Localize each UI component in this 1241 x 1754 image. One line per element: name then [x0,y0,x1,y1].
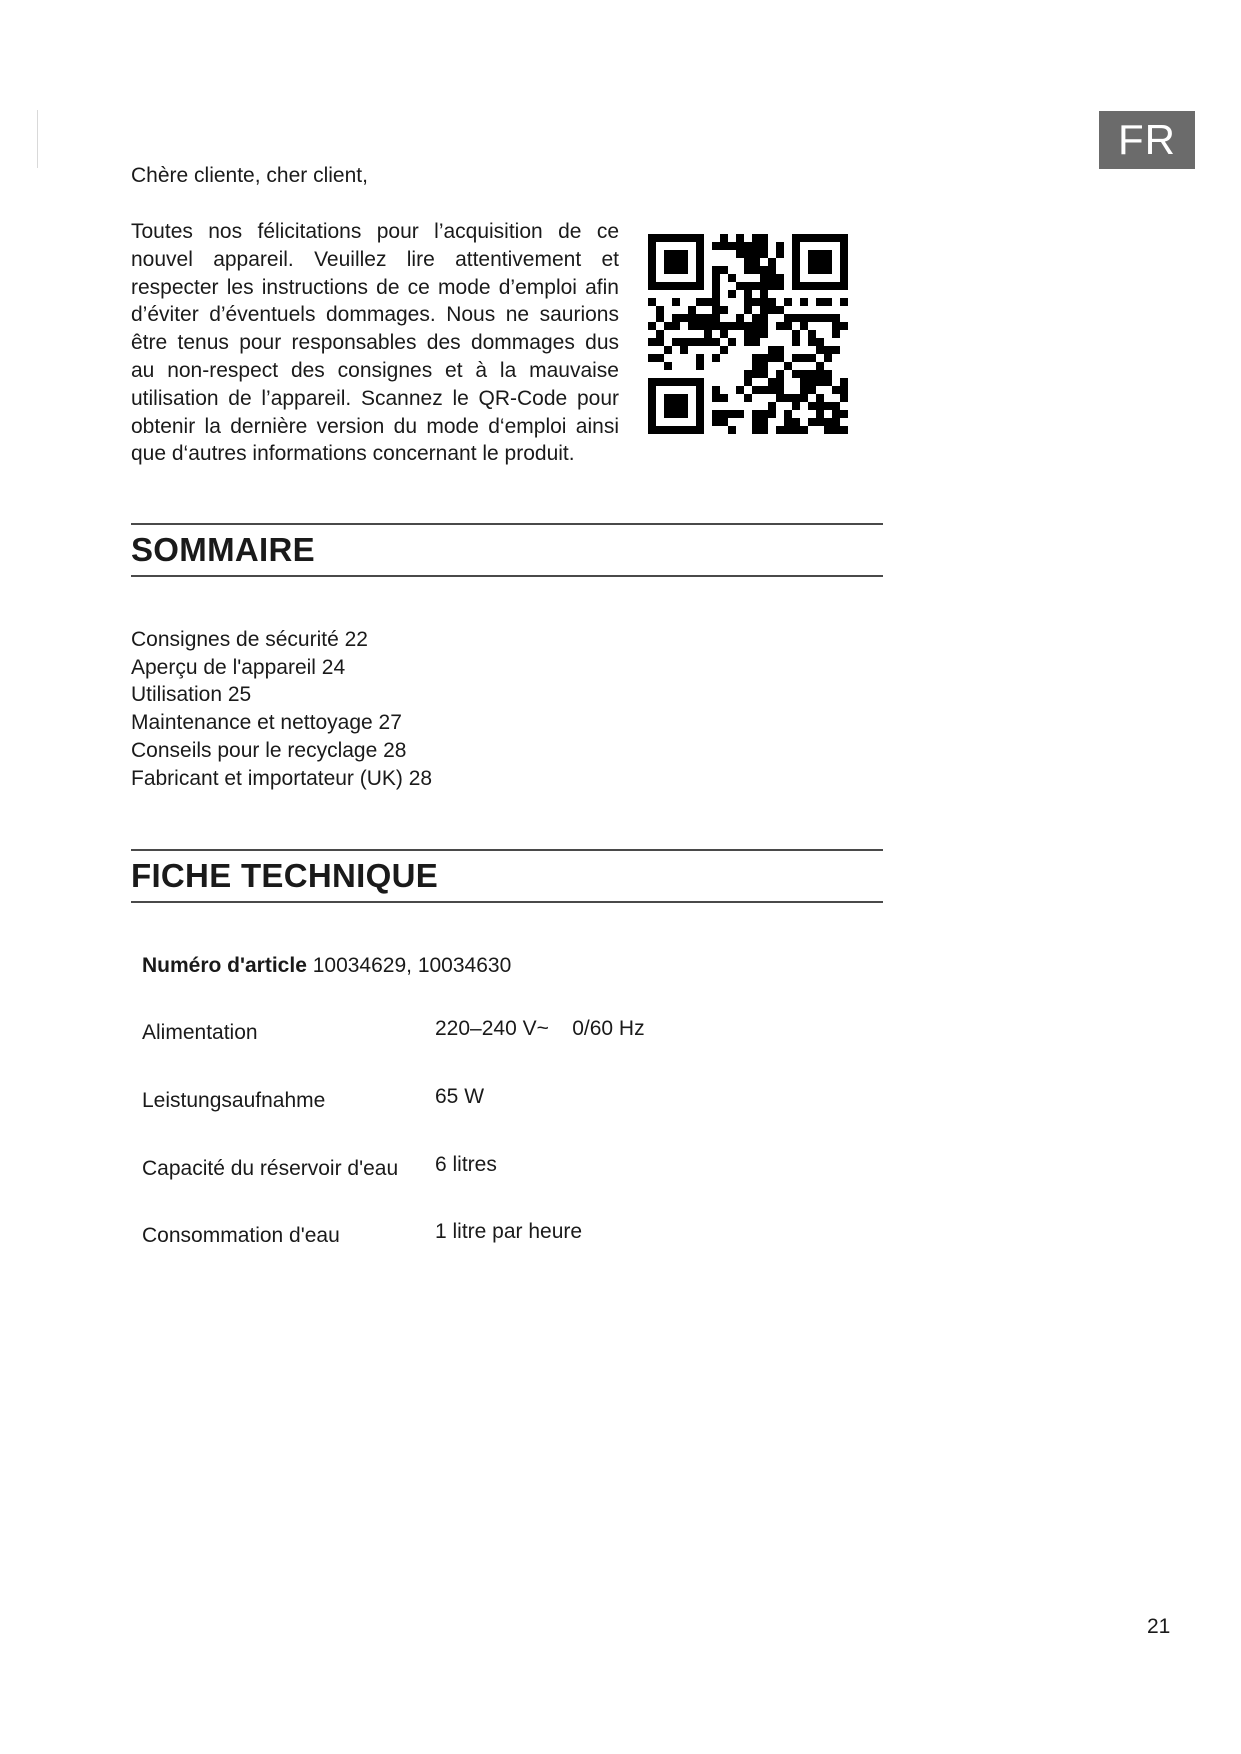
spec-value: 65 W [435,1085,485,1108]
spec-row [142,1017,742,1047]
specs-title: FICHE TECHNIQUE [131,857,439,894]
spec-row [142,1220,742,1250]
spec-value: 1 litre par heure [435,1220,583,1243]
spec-label: Capacité du réservoir d'eau [142,1157,399,1180]
spec-row [142,1153,742,1183]
spec-row [142,1085,742,1115]
summary-title: SOMMAIRE [131,531,315,568]
intro-paragraph: Toutes nos félicitations pour l’acquisition de ce nouvel appareil. Veuillez lire attentivement et respecter les instructions de ce mode d’emploi afin d’éviter d’éventuels dommages. Nous ne saurions être tenus pour responsables des dommages dus au non-respect des consignes et à la mauvaise utilisation de l’appareil. Scannez le QR-Code pour obtenir la dernière version du mode d‘emploi ainsi que d‘autres informations concernant le produit. [131,220,619,466]
toc-item[interactable]: Utilisation 25 [131,683,252,707]
language-badge: FR [1099,111,1195,169]
toc-item[interactable]: Consignes de sécurité 22 [131,628,368,651]
spec-value: 6 litres [435,1153,497,1176]
page-number: 21 [1147,1615,1171,1638]
toc-item[interactable]: Conseils pour le recyclage 28 [131,738,407,762]
spec-value: 220–240 V~ 0/60 Hz [435,1017,645,1040]
table-of-contents [131,626,432,792]
spec-label: Leistungsaufnahme [142,1089,326,1112]
toc-item[interactable]: Aperçu de l'appareil 24 [131,655,346,679]
article-value: 10034629, 10034630 [312,954,512,977]
summary-section [131,523,883,577]
article-label: Numéro d'article [142,954,307,977]
spec-label: Alimentation [142,1021,258,1044]
article-number [142,952,511,980]
margin-rule [37,110,38,168]
spec-label: Consommation d'eau [142,1224,340,1247]
qr-code-icon[interactable] [648,234,848,434]
specs-section [131,849,883,903]
toc-item[interactable]: Fabricant et importateur (UK) 28 [131,766,433,790]
greeting: Chère cliente, cher client, [131,164,368,187]
toc-item[interactable]: Maintenance et nettoyage 27 [131,711,402,735]
